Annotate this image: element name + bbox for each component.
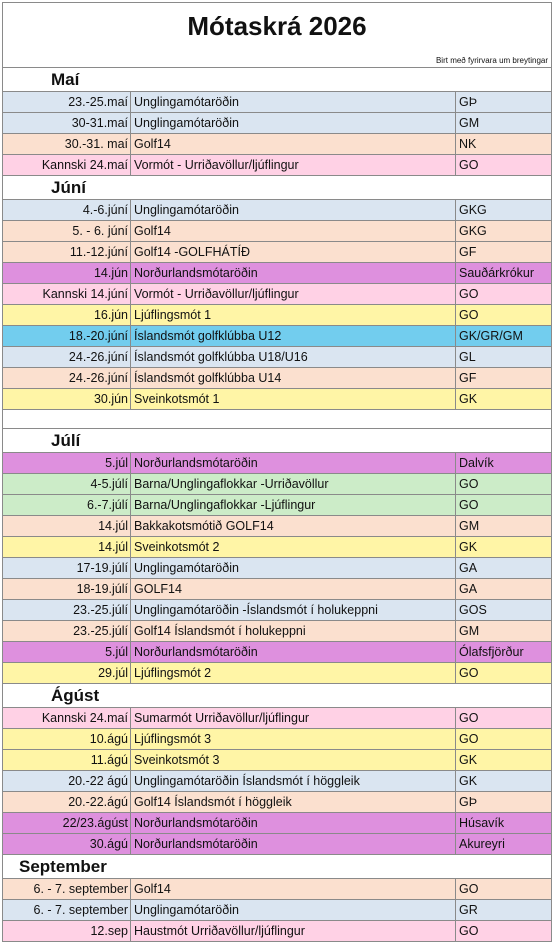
event-location: Húsavík <box>459 816 505 830</box>
table-row <box>3 305 551 326</box>
table-row <box>3 642 551 663</box>
event-date: 29.júl <box>3 663 131 683</box>
event-location: GK <box>459 540 478 554</box>
event-name: Golf14 Íslandsmót í höggleik <box>131 792 456 812</box>
table-row <box>3 900 551 921</box>
event-name: Haustmót Urriðavöllur/ljúflingur <box>131 921 456 941</box>
event-name: Ljúflingsmót 3 <box>131 729 456 749</box>
table-row <box>3 921 551 942</box>
event-name: Norðurlandsmótaröðin <box>131 813 456 833</box>
table-row <box>3 750 551 771</box>
table-row <box>3 621 551 642</box>
event-name: Norðurlandsmótaröðin <box>131 834 456 854</box>
table-row <box>3 284 551 305</box>
event-date: 24.-26.júní <box>3 368 131 388</box>
table-row <box>3 537 551 558</box>
event-location: GK <box>459 392 478 406</box>
event-name: Golf14 <box>131 879 456 899</box>
event-name: Vormót - Urriðavöllur/ljúflingur <box>131 155 456 175</box>
event-location: Akureyri <box>459 837 505 851</box>
event-date: 17-19.júlí <box>3 558 131 578</box>
event-name: Golf14 <box>131 134 456 154</box>
event-date: 14.júl <box>3 537 131 557</box>
event-location: GO <box>459 158 479 172</box>
month-heading: Júní <box>3 176 551 200</box>
event-location: GR <box>459 903 478 917</box>
event-date: Kannski 14.júní <box>3 284 131 304</box>
event-date: 11.-12.júní <box>3 242 131 262</box>
event-location: GKG <box>459 203 487 217</box>
event-location: GF <box>459 245 477 259</box>
title-block <box>3 2 551 68</box>
event-location: GL <box>459 350 476 364</box>
event-date: 11.ágú <box>3 750 131 770</box>
event-location: GOS <box>459 603 487 617</box>
event-date: 12.sep <box>3 921 131 941</box>
event-location: GO <box>459 711 479 725</box>
table-row <box>3 134 551 155</box>
event-date: 20.-22 ágú <box>3 771 131 791</box>
event-location: GKG <box>459 224 487 238</box>
event-name: Íslandsmót golfklúbba U12 <box>131 326 456 346</box>
event-name: Íslandsmót golfklúbba U18/U16 <box>131 347 456 367</box>
event-name: Unglingamótaröðin <box>131 92 456 112</box>
event-location: NK <box>459 137 477 151</box>
event-date: 4-5.júlí <box>3 474 131 494</box>
event-location: GO <box>459 498 479 512</box>
event-date: Kannski 24.maí <box>3 155 131 175</box>
event-name: Sveinkotsmót 1 <box>131 389 456 409</box>
schedule-sheet <box>2 2 552 942</box>
table-row <box>3 495 551 516</box>
event-location: GO <box>459 732 479 746</box>
table-row <box>3 600 551 621</box>
event-name: GOLF14 <box>131 579 456 599</box>
table-row <box>3 663 551 684</box>
table-row <box>3 579 551 600</box>
event-location: GO <box>459 882 479 896</box>
table-row <box>3 516 551 537</box>
table-row <box>3 729 551 750</box>
event-date: 5.júl <box>3 453 131 473</box>
event-location: Ólafsfjörður <box>459 645 524 659</box>
event-name: Norðurlandsmótaröðin <box>131 263 456 283</box>
table-row <box>3 221 551 242</box>
event-date: 16.jún <box>3 305 131 325</box>
disclaimer-note: Birt með fyrirvara um breytingar <box>435 56 548 65</box>
event-date: 30.-31. maí <box>3 134 131 154</box>
event-name: Barna/Unglingaflokkar -Urriðavöllur <box>131 474 456 494</box>
event-location: Dalvík <box>459 456 494 470</box>
event-date: 14.jún <box>3 263 131 283</box>
event-date: 14.júl <box>3 516 131 536</box>
event-name: Sumarmót Urriðavöllur/ljúflingur <box>131 708 456 728</box>
event-date: 10.ágú <box>3 729 131 749</box>
event-location: GM <box>459 116 480 130</box>
event-location: GO <box>459 666 479 680</box>
event-date: 22/23.ágúst <box>3 813 131 833</box>
event-date: 30.jún <box>3 389 131 409</box>
event-date: 24.-26.júní <box>3 347 131 367</box>
table-row <box>3 771 551 792</box>
event-date: 5. - 6. júní <box>3 221 131 241</box>
table-row <box>3 792 551 813</box>
event-date: 18-19.júlí <box>3 579 131 599</box>
event-location: GÞ <box>459 95 478 109</box>
event-date: 23.-25.júlí <box>3 600 131 620</box>
table-row <box>3 242 551 263</box>
event-name: Golf14 <box>131 221 456 241</box>
event-location: Sauðárkrókur <box>459 266 535 280</box>
event-date: 5.júl <box>3 642 131 662</box>
event-date: 23.-25.júlí <box>3 621 131 641</box>
event-location: GK/GR/GM <box>459 329 523 343</box>
table-row <box>3 263 551 284</box>
event-name: Ljúflingsmót 1 <box>131 305 456 325</box>
spacer-row <box>3 410 551 429</box>
event-name: Unglingamótaröðin Íslandsmót í höggleik <box>131 771 456 791</box>
event-name: Bakkakotsmótið GOLF14 <box>131 516 456 536</box>
event-name: Unglingamótaröðin <box>131 200 456 220</box>
event-location: GO <box>459 924 479 938</box>
table-row <box>3 453 551 474</box>
table-row <box>3 347 551 368</box>
table-row <box>3 113 551 134</box>
month-heading: September <box>3 855 551 879</box>
table-row <box>3 879 551 900</box>
table-row <box>3 155 551 176</box>
event-location: GK <box>459 774 478 788</box>
table-row <box>3 326 551 347</box>
month-heading: Maí <box>3 68 551 92</box>
event-name: Golf14 Íslandsmót í holukeppni <box>131 621 456 641</box>
event-name: Norðurlandsmótaröðin <box>131 453 456 473</box>
event-name: Íslandsmót golfklúbba U14 <box>131 368 456 388</box>
event-date: 18.-20.júní <box>3 326 131 346</box>
event-location: GF <box>459 371 477 385</box>
table-row <box>3 474 551 495</box>
event-date: 6.-7.júlí <box>3 495 131 515</box>
event-location: GO <box>459 477 479 491</box>
month-heading: Ágúst <box>3 684 551 708</box>
event-date: 20.-22.ágú <box>3 792 131 812</box>
table-row <box>3 708 551 729</box>
table-row <box>3 558 551 579</box>
event-location: GA <box>459 582 478 596</box>
table-row <box>3 92 551 113</box>
event-location: GO <box>459 287 479 301</box>
table-row <box>3 200 551 221</box>
event-name: Unglingamótaröðin <box>131 113 456 133</box>
event-name: Vormót - Urriðavöllur/ljúflingur <box>131 284 456 304</box>
page-title: Mótaskrá 2026 <box>187 11 367 41</box>
month-heading: Júlí <box>3 429 551 453</box>
table-row <box>3 813 551 834</box>
schedule-sections <box>3 68 551 942</box>
event-name: Sveinkotsmót 3 <box>131 750 456 770</box>
event-date: 23.-25.maí <box>3 92 131 112</box>
event-name: Sveinkotsmót 2 <box>131 537 456 557</box>
table-row <box>3 368 551 389</box>
event-name: Ljúflingsmót 2 <box>131 663 456 683</box>
event-date: 4.-6.júní <box>3 200 131 220</box>
event-date: 30.ágú <box>3 834 131 854</box>
event-location: GK <box>459 753 478 767</box>
table-row <box>3 389 551 410</box>
event-date: 30-31.maí <box>3 113 131 133</box>
event-date: 6. - 7. september <box>3 900 131 920</box>
event-date: Kannski 24.maí <box>3 708 131 728</box>
event-date: 6. - 7. september <box>3 879 131 899</box>
event-location: GO <box>459 308 479 322</box>
event-name: Barna/Unglingaflokkar -Ljúflingur <box>131 495 456 515</box>
event-name: Unglingamótaröðin -Íslandsmót í holukeppni <box>131 600 456 620</box>
table-row <box>3 834 551 855</box>
event-name: Unglingamótaröðin <box>131 558 456 578</box>
event-name: Golf14 -GOLFHÁTÍÐ <box>131 242 456 262</box>
event-location: GÞ <box>459 795 478 809</box>
event-location: GA <box>459 561 478 575</box>
event-name: Norðurlandsmótaröðin <box>131 642 456 662</box>
event-location: GM <box>459 624 480 638</box>
event-name: Unglingamótaröðin <box>131 900 456 920</box>
event-location: GM <box>459 519 480 533</box>
